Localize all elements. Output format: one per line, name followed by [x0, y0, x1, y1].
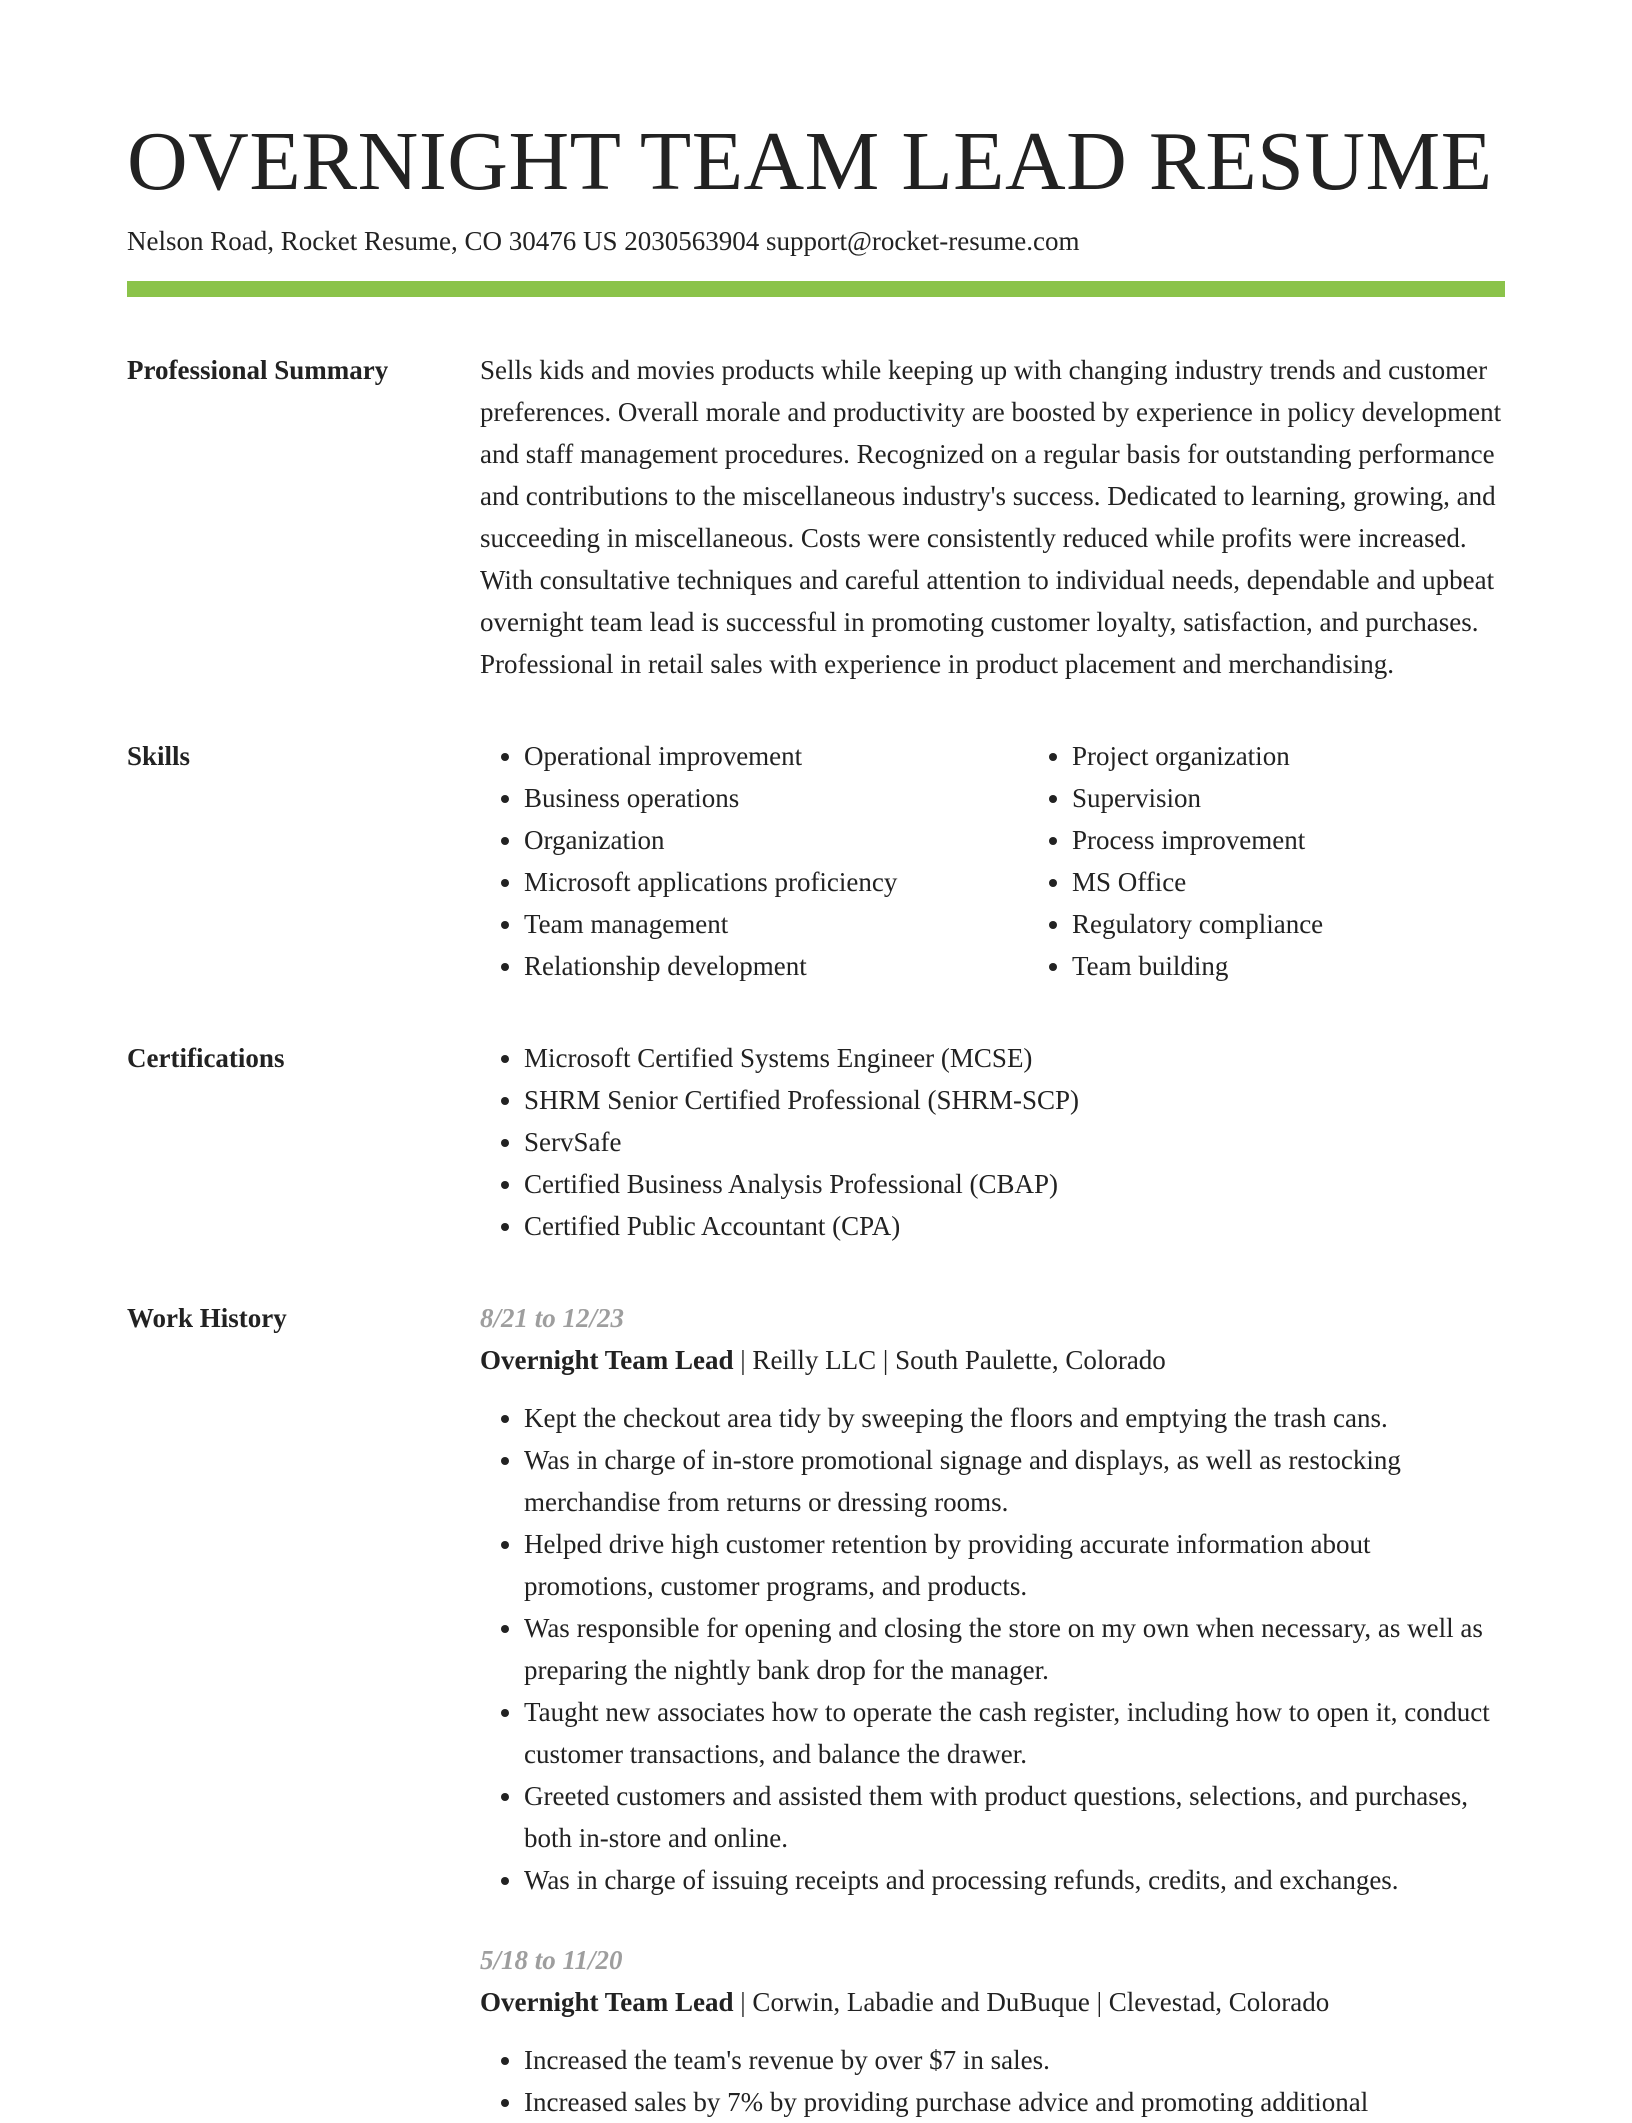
job-bullets — [480, 2039, 1505, 2123]
summary-section — [127, 349, 1505, 685]
certifications-section — [127, 1037, 1505, 1247]
skill-item: • Supervision — [1072, 777, 1323, 819]
skill-item: • Regulatory compliance — [1072, 903, 1323, 945]
skills-section — [127, 735, 1505, 987]
resume-page — [127, 115, 1505, 2123]
certification-item: • SHRM Senior Certified Professional (SHRM-SCP) — [524, 1079, 1505, 1121]
summary-text: Sells kids and movies products while keeping up with changing industry trends and customer preferences. Overall morale and productivity are boosted by experience in policy development and staff management procedures. Recognized on a regular basis for outstanding performance and contributions to the miscellaneous industry's success. Dedicated to learning, growing, and succeeding in miscellaneous. Costs were consistently reduced while profits were increased. With consultative techniques and careful attention to individual needs, dependable and upbeat overnight team lead is successful in promoting customer loyalty, satisfaction, and purchases. Professional in retail sales with experience in product placement and merchandising. — [480, 355, 1502, 680]
skill-item: • MS Office — [1072, 861, 1323, 903]
skill-item: • Team building — [1072, 945, 1323, 987]
job-bullet: • Increased sales by 7% by providing purchase advice and promoting additional — [524, 2081, 1505, 2123]
job-dates: 5/18 to 11/20 — [480, 1945, 623, 1976]
contact-address: Nelson Road, Rocket Resume, CO 30476 US — [127, 226, 618, 257]
section-label-work-history: Work History — [127, 1303, 287, 1334]
certification-item: • Certified Public Accountant (CPA) — [524, 1205, 1505, 1247]
certification-item: • Certified Business Analysis Professional (CBAP) — [524, 1163, 1505, 1205]
job-dates: 8/21 to 12/23 — [480, 1303, 625, 1334]
certification-item: • Microsoft Certified Systems Engineer (MCSE) — [524, 1037, 1505, 1079]
job-bullet: • Was in charge of in-store promotional signage and displays, as well as restocking merchandise from returns or dressing rooms. — [524, 1439, 1505, 1523]
contact-line — [127, 224, 1505, 259]
job-bullet: • Kept the checkout area tidy by sweeping the floors and emptying the trash cans. — [524, 1397, 1505, 1439]
resume-title: OVERNIGHT TEAM LEAD RESUME — [127, 115, 1493, 208]
certifications-list — [480, 1037, 1505, 1247]
section-label-summary: Professional Summary — [127, 355, 389, 386]
section-label-certifications: Certifications — [127, 1043, 285, 1074]
job-title: Overnight Team Lead — [480, 1345, 734, 1376]
job-bullet: • Taught new associates how to operate the cash register, including how to open it, conduct customer transactions, and balance the drawer. — [524, 1691, 1505, 1775]
job-bullet: • Was responsible for opening and closing the store on my own when necessary, as well as preparing the nightly bank drop for the manager. — [524, 1607, 1505, 1691]
job-entry — [480, 1297, 1505, 1901]
job-bullet: • Helped drive high customer retention by providing accurate information about promotions, customer programs, and products. — [524, 1523, 1505, 1607]
skill-item: • Project organization — [1072, 735, 1323, 777]
job-bullet: • Was in charge of issuing receipts and processing refunds, credits, and exchanges. — [524, 1859, 1505, 1901]
section-label-skills: Skills — [127, 741, 191, 772]
skills-list-left — [480, 735, 1028, 987]
job-details: | Corwin, Labadie and DuBuque | Clevestad, Colorado — [733, 1987, 1330, 2018]
job-heading — [480, 1339, 1505, 1381]
job-title: Overnight Team Lead — [480, 1987, 734, 2018]
accent-divider — [127, 281, 1505, 297]
contact-phone: 2030563904 — [624, 226, 760, 257]
skill-item: • Operational improvement — [524, 735, 1028, 777]
skill-item: • Relationship development — [524, 945, 1028, 987]
contact-email: support@rocket-resume.com — [765, 226, 1080, 257]
job-bullet: • Greeted customers and assisted them with product questions, selections, and purchases, both in-store and online. — [524, 1775, 1505, 1859]
work-history-section — [127, 1297, 1505, 2123]
skill-item: • Microsoft applications proficiency — [524, 861, 1028, 903]
skill-item: • Organization — [524, 819, 1028, 861]
job-details: | Reilly LLC | South Paulette, Colorado — [733, 1345, 1166, 1376]
job-bullet: • Increased the team's revenue by over $7 in sales. — [524, 2039, 1505, 2081]
skills-list-right — [1028, 735, 1323, 987]
job-heading — [480, 1981, 1505, 2023]
skill-item: • Team management — [524, 903, 1028, 945]
job-bullets — [480, 1397, 1505, 1901]
skill-item: • Business operations — [524, 777, 1028, 819]
skill-item: • Process improvement — [1072, 819, 1323, 861]
certification-item: • ServSafe — [524, 1121, 1505, 1163]
job-entry — [480, 1939, 1505, 2123]
